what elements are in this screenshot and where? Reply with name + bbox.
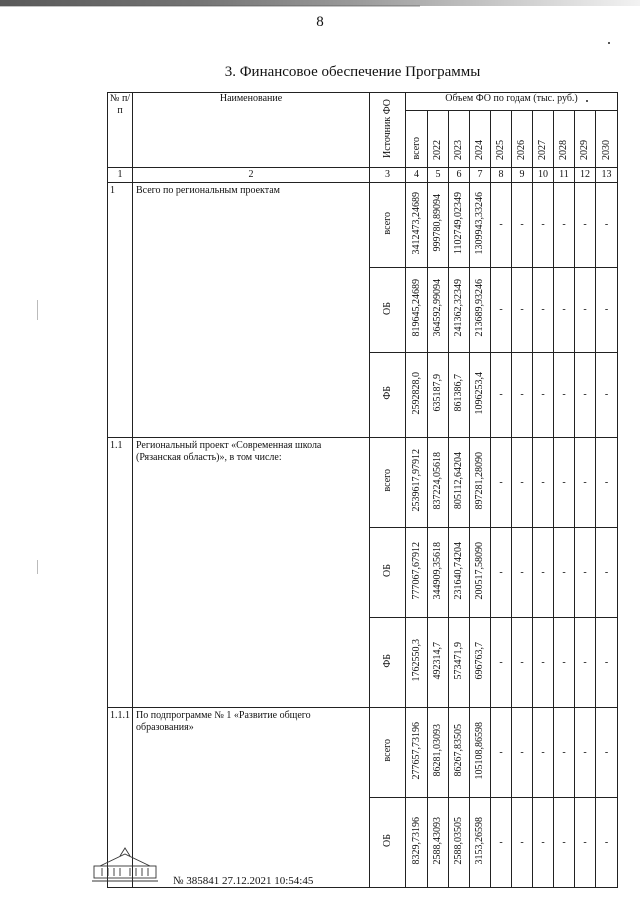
dash-mark: - <box>499 389 503 400</box>
header-year-label: 2023 <box>453 140 464 160</box>
year-value: 805112,64204 <box>453 451 464 510</box>
empty-year-cell <box>554 618 575 708</box>
table-row <box>108 183 618 268</box>
government-building-stamp-icon <box>90 846 160 884</box>
year-value-cell <box>470 183 491 268</box>
year-value: 1102749,02349 <box>453 191 464 255</box>
dash-mark: - <box>604 476 609 488</box>
dash-mark: - <box>583 476 587 488</box>
empty-year-cell <box>491 353 512 438</box>
row-number-cell <box>108 183 133 438</box>
empty-year-cell <box>533 268 554 353</box>
header-source-label: Источник ФО <box>381 98 393 158</box>
year-value-cell <box>428 268 449 353</box>
dash-mark: - <box>520 836 524 848</box>
total-value: 277657,73196 <box>410 721 422 780</box>
source-cell <box>370 708 406 798</box>
year-value-cell <box>428 528 449 618</box>
empty-year-cell <box>512 618 533 708</box>
year-value-cell <box>428 183 449 268</box>
column-number: 10 <box>533 168 554 183</box>
empty-year-cell <box>533 183 554 268</box>
dash-mark: - <box>583 656 587 668</box>
source-cell <box>370 353 406 438</box>
dash-mark: - <box>541 219 545 230</box>
row-name: По подпрограмме № 1 «Развитие общего образования» <box>136 710 311 733</box>
dash-mark: - <box>562 746 566 758</box>
empty-year-cell <box>575 798 596 888</box>
source-label: всего <box>381 739 393 762</box>
year-value-cell <box>470 353 491 438</box>
year-value: 200517,58090 <box>474 541 485 600</box>
total-value: 777067,67912 <box>410 541 422 600</box>
total-cell <box>406 708 428 798</box>
total-value: 3412473,24689 <box>410 191 422 255</box>
empty-year-cell <box>554 528 575 618</box>
row-number: 1 <box>110 185 115 196</box>
year-value: 364592,99094 <box>432 279 443 337</box>
year-value: 861386,7 <box>453 374 464 412</box>
year-value-cell <box>428 353 449 438</box>
column-number: 13 <box>596 168 618 183</box>
dash-mark: - <box>562 566 566 578</box>
row-name: Всего по региональным проектам <box>136 185 280 196</box>
year-value-cell <box>470 798 491 888</box>
dash-mark: - <box>499 304 503 315</box>
empty-year-cell <box>491 183 512 268</box>
header-year-label: 2030 <box>600 140 612 160</box>
dash-mark: - <box>562 389 566 400</box>
dash-mark: - <box>520 304 524 315</box>
column-number: 9 <box>512 168 533 183</box>
dash-mark: - <box>604 656 609 668</box>
header-year <box>449 111 470 168</box>
dash-mark: - <box>499 566 503 578</box>
header-total <box>406 111 428 168</box>
row-number: 1.1.1 <box>110 710 130 721</box>
empty-year-cell <box>491 438 512 528</box>
empty-year-cell <box>596 708 618 798</box>
source-label: ОБ <box>381 564 393 577</box>
header-year <box>428 111 449 168</box>
empty-year-cell <box>512 708 533 798</box>
header-name-label: Наименование <box>219 93 283 104</box>
dash-mark: - <box>541 304 545 315</box>
dash-mark: - <box>541 836 545 848</box>
total-cell <box>406 183 428 268</box>
year-value-cell <box>470 268 491 353</box>
dash-mark: - <box>499 656 503 668</box>
year-value-cell <box>449 353 470 438</box>
column-number: 12 <box>575 168 596 183</box>
row-number: 1.1 <box>110 440 123 451</box>
dash-mark: - <box>541 746 545 758</box>
total-cell <box>406 798 428 888</box>
empty-year-cell <box>575 528 596 618</box>
year-value-cell <box>470 708 491 798</box>
empty-year-cell <box>575 183 596 268</box>
header-volume-label: Объем ФО по годам (тыс. руб.) <box>445 93 578 104</box>
dash-mark: - <box>499 476 503 488</box>
empty-year-cell <box>596 528 618 618</box>
header-num-label: № п/п <box>109 93 131 116</box>
empty-year-cell <box>491 798 512 888</box>
dash-mark: - <box>520 746 524 758</box>
empty-year-cell <box>533 353 554 438</box>
source-cell <box>370 183 406 268</box>
empty-year-cell <box>554 183 575 268</box>
column-number: 3 <box>370 168 406 183</box>
year-value: 2588,43093 <box>432 816 443 865</box>
empty-year-cell <box>596 438 618 528</box>
year-value-cell <box>449 798 470 888</box>
year-value: 231640,74204 <box>453 541 464 600</box>
year-value: 635187,9 <box>432 374 443 412</box>
dash-mark: - <box>604 566 609 578</box>
header-year <box>554 111 575 168</box>
total-value: 2539617,97912 <box>410 449 422 512</box>
year-value: 1096253,4 <box>474 371 485 415</box>
header-year <box>470 111 491 168</box>
year-value: 2588,03505 <box>453 816 464 865</box>
dash-mark: - <box>520 566 524 578</box>
empty-year-cell <box>533 438 554 528</box>
source-label: всего <box>381 211 393 235</box>
source-label: ФБ <box>381 386 393 400</box>
dash-mark: - <box>583 836 587 848</box>
empty-year-cell <box>575 268 596 353</box>
header-year-label: 2025 <box>495 140 506 160</box>
dash-mark: - <box>583 389 587 400</box>
total-cell <box>406 353 428 438</box>
empty-year-cell <box>575 708 596 798</box>
header-year-label: 2029 <box>579 140 590 160</box>
year-value-cell <box>449 618 470 708</box>
year-value-cell <box>470 528 491 618</box>
empty-year-cell <box>533 528 554 618</box>
empty-year-cell <box>512 438 533 528</box>
empty-year-cell <box>512 528 533 618</box>
empty-year-cell <box>554 798 575 888</box>
header-year-label: 2028 <box>558 140 569 160</box>
dash-mark: - <box>562 656 566 668</box>
empty-year-cell <box>554 708 575 798</box>
dash-mark: - <box>541 476 545 488</box>
dash-mark: - <box>562 219 566 230</box>
financing-table <box>107 92 618 888</box>
dash-mark: - <box>562 304 566 315</box>
row-name: Региональный проект «Современная школа (Рязанская область)», в том числе: <box>136 440 322 463</box>
total-cell <box>406 438 428 528</box>
dash-mark: - <box>604 836 609 848</box>
header-year-label: 2024 <box>474 140 485 160</box>
dash-mark: - <box>604 389 609 400</box>
empty-year-cell <box>575 353 596 438</box>
header-year <box>575 111 596 168</box>
dash-mark: - <box>520 219 524 230</box>
column-number: 8 <box>491 168 512 183</box>
year-value: 3153,26598 <box>474 816 485 865</box>
registration-number: № 385841 27.12.2021 10:54:45 <box>173 875 314 887</box>
year-value: 897281,28090 <box>474 451 485 510</box>
source-label: всего <box>381 469 393 492</box>
source-cell <box>370 618 406 708</box>
row-name-cell <box>133 708 370 888</box>
total-value: 2592828,0 <box>410 371 422 415</box>
empty-year-cell <box>575 618 596 708</box>
year-value-cell <box>428 798 449 888</box>
dash-mark: - <box>541 656 545 668</box>
dash-mark: - <box>583 746 587 758</box>
empty-year-cell <box>554 353 575 438</box>
year-value: 573471,9 <box>453 641 464 680</box>
column-number: 11 <box>554 168 575 183</box>
year-value-cell <box>470 438 491 528</box>
year-value: 492314,7 <box>432 641 443 680</box>
row-number-cell <box>108 438 133 708</box>
empty-year-cell <box>575 438 596 528</box>
empty-year-cell <box>533 798 554 888</box>
header-year-label: 2026 <box>516 140 527 160</box>
empty-year-cell <box>596 183 618 268</box>
table-row <box>108 708 618 798</box>
dash-mark: - <box>499 219 503 230</box>
year-value: 241362,32349 <box>453 279 464 337</box>
dash-mark: - <box>562 836 566 848</box>
empty-year-cell <box>512 183 533 268</box>
empty-year-cell <box>512 353 533 438</box>
total-cell <box>406 618 428 708</box>
year-value-cell <box>449 528 470 618</box>
column-number: 5 <box>428 168 449 183</box>
dash-mark: - <box>562 476 566 488</box>
dash-mark: - <box>583 304 587 315</box>
column-number: 6 <box>449 168 470 183</box>
year-value-cell <box>470 618 491 708</box>
year-value: 999780,89094 <box>432 194 443 252</box>
column-number: 4 <box>406 168 428 183</box>
empty-year-cell <box>596 268 618 353</box>
total-cell <box>406 528 428 618</box>
dash-mark: - <box>541 566 545 578</box>
year-value: 837224,05618 <box>432 451 443 510</box>
source-cell <box>370 798 406 888</box>
total-cell <box>406 268 428 353</box>
empty-year-cell <box>596 798 618 888</box>
dash-mark: - <box>583 566 587 578</box>
dash-mark: - <box>604 746 609 758</box>
margin-mark <box>37 300 38 320</box>
header-year <box>491 111 512 168</box>
year-value: 344909,35618 <box>432 541 443 600</box>
source-cell <box>370 528 406 618</box>
header-year-label: 2022 <box>432 140 443 160</box>
empty-year-cell <box>554 268 575 353</box>
header-year <box>533 111 554 168</box>
empty-year-cell <box>554 438 575 528</box>
empty-year-cell <box>491 528 512 618</box>
source-label: ОБ <box>381 301 393 315</box>
table-row <box>108 438 618 528</box>
empty-year-cell <box>596 353 618 438</box>
year-value: 1309943,33246 <box>474 191 485 255</box>
dash-mark: - <box>604 219 609 230</box>
margin-mark <box>37 560 38 574</box>
dash-mark: - <box>520 656 524 668</box>
empty-year-cell <box>491 268 512 353</box>
dash-mark: - <box>541 389 545 400</box>
source-label: ОБ <box>381 834 393 847</box>
year-value-cell <box>449 438 470 528</box>
header-year <box>596 111 618 168</box>
scan-speck <box>608 42 610 44</box>
row-name-cell <box>133 183 370 438</box>
source-label: ФБ <box>381 653 393 668</box>
total-value: 819645,24689 <box>410 279 422 337</box>
total-value: 1762550,3 <box>410 639 422 682</box>
dash-mark: - <box>583 219 587 230</box>
column-number: 2 <box>133 168 370 183</box>
dash-mark: - <box>520 476 524 488</box>
empty-year-cell <box>596 618 618 708</box>
year-value: 86281,03093 <box>432 724 443 777</box>
year-value-cell <box>428 618 449 708</box>
empty-year-cell <box>491 708 512 798</box>
year-value: 213689,93246 <box>474 279 485 337</box>
dash-mark: - <box>499 836 503 848</box>
empty-year-cell <box>533 708 554 798</box>
document-title: 3. Финансовое обеспечение Программы <box>224 64 481 80</box>
header-year <box>512 111 533 168</box>
total-value: 8329,73196 <box>410 816 422 865</box>
year-value-cell <box>449 268 470 353</box>
year-value-cell <box>449 708 470 798</box>
empty-year-cell <box>512 798 533 888</box>
year-value-cell <box>428 438 449 528</box>
empty-year-cell <box>512 268 533 353</box>
scan-edge-line <box>0 5 420 7</box>
source-cell <box>370 438 406 528</box>
page-number: 8 <box>316 14 324 30</box>
year-value: 105108,86598 <box>474 721 485 780</box>
dash-mark: - <box>520 389 524 400</box>
header-num <box>108 93 133 168</box>
empty-year-cell <box>533 618 554 708</box>
header-volume <box>406 93 618 111</box>
column-number: 7 <box>470 168 491 183</box>
header-source <box>370 93 406 168</box>
header-year-label: 2027 <box>537 140 548 160</box>
source-cell <box>370 268 406 353</box>
year-value: 696763,7 <box>474 641 485 680</box>
header-total-label: всего <box>410 137 422 160</box>
dash-mark: - <box>604 304 609 315</box>
year-value-cell <box>449 183 470 268</box>
year-value-cell <box>428 708 449 798</box>
header-name <box>133 93 370 168</box>
empty-year-cell <box>491 618 512 708</box>
column-number: 1 <box>108 168 133 183</box>
dash-mark: - <box>499 746 503 758</box>
row-name-cell <box>133 438 370 708</box>
year-value: 86267,83505 <box>453 724 464 777</box>
